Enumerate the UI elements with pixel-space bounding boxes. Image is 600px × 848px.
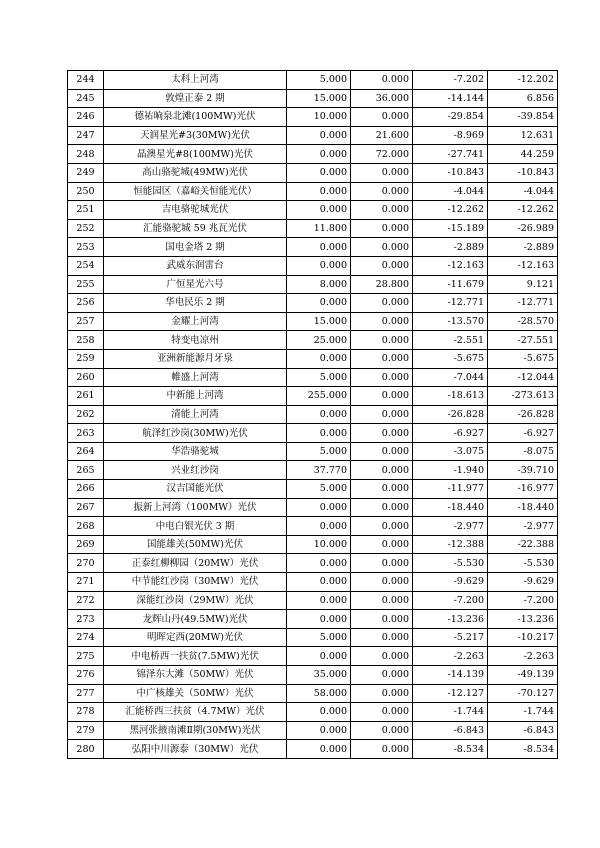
- row-number: 246: [68, 108, 104, 127]
- value-col-1: 0.000: [287, 573, 351, 592]
- row-number: 270: [68, 554, 104, 573]
- table-row: [68, 201, 558, 220]
- value-col-3: -27.741: [413, 145, 488, 164]
- row-number: 259: [68, 349, 104, 368]
- value-col-3: -1.940: [413, 461, 488, 480]
- value-col-4: -6.927: [488, 424, 558, 443]
- value-col-2: 72.000: [351, 145, 413, 164]
- value-col-2: 0.000: [351, 721, 413, 740]
- value-col-1: 0.000: [287, 405, 351, 424]
- value-col-1: 58.000: [287, 684, 351, 703]
- table-row: [68, 498, 558, 517]
- row-number: 264: [68, 442, 104, 461]
- value-col-1: 0.000: [287, 647, 351, 666]
- value-col-3: -29.854: [413, 108, 488, 127]
- station-name: 振新上河湾（100MW）光伏: [104, 498, 287, 517]
- station-name: 中广核雄关（50MW）光伏: [104, 684, 287, 703]
- row-number: 272: [68, 591, 104, 610]
- value-col-2: 0.000: [351, 498, 413, 517]
- value-col-1: 8.000: [287, 275, 351, 294]
- table-row: [68, 554, 558, 573]
- table-row: [68, 480, 558, 499]
- value-col-3: -3.075: [413, 442, 488, 461]
- table-row: [68, 387, 558, 406]
- row-number: 254: [68, 256, 104, 275]
- value-col-2: 0.000: [351, 647, 413, 666]
- table-row: [68, 610, 558, 629]
- table-row: [68, 71, 558, 90]
- value-col-1: 15.000: [287, 312, 351, 331]
- value-col-4: -2.889: [488, 238, 558, 257]
- value-col-4: -39.854: [488, 108, 558, 127]
- station-name: 汉吉国能光伏: [104, 480, 287, 499]
- value-col-3: -1.744: [413, 703, 488, 722]
- value-col-3: -7.044: [413, 368, 488, 387]
- value-col-1: 15.000: [287, 89, 351, 108]
- value-col-4: -4.044: [488, 182, 558, 201]
- value-col-1: 5.000: [287, 71, 351, 90]
- value-col-4: -16.977: [488, 480, 558, 499]
- value-col-3: -12.771: [413, 294, 488, 313]
- row-number: 258: [68, 331, 104, 350]
- row-number: 279: [68, 721, 104, 740]
- value-col-4: 12.631: [488, 126, 558, 145]
- value-col-2: 0.000: [351, 256, 413, 275]
- table-row: [68, 647, 558, 666]
- value-col-4: -26.989: [488, 219, 558, 238]
- value-col-2: 0.000: [351, 201, 413, 220]
- station-name: 国电金塔 2 期: [104, 238, 287, 257]
- station-name: 高山骆驼城(49MW)光伏: [104, 163, 287, 182]
- value-col-4: -8.534: [488, 740, 558, 759]
- value-col-1: 0.000: [287, 238, 351, 257]
- value-col-2: 0.000: [351, 71, 413, 90]
- row-number: 245: [68, 89, 104, 108]
- station-name: 航泽红沙岗(30MW)光伏: [104, 424, 287, 443]
- station-name: 锦泽东大滩（50MW）光伏: [104, 666, 287, 685]
- table-row: [68, 219, 558, 238]
- value-col-2: 0.000: [351, 368, 413, 387]
- table-body: [68, 71, 558, 759]
- value-col-4: -7.200: [488, 591, 558, 610]
- table-row: [68, 312, 558, 331]
- value-col-2: 0.000: [351, 387, 413, 406]
- value-col-3: -7.200: [413, 591, 488, 610]
- value-col-2: 0.000: [351, 591, 413, 610]
- station-name: 敦煌正泰 2 期: [104, 89, 287, 108]
- value-col-1: 0.000: [287, 703, 351, 722]
- station-data-table: [67, 70, 558, 759]
- value-col-3: -6.927: [413, 424, 488, 443]
- value-col-4: -10.217: [488, 628, 558, 647]
- table-row: [68, 145, 558, 164]
- value-col-4: -28.570: [488, 312, 558, 331]
- value-col-2: 0.000: [351, 684, 413, 703]
- value-col-3: -12.262: [413, 201, 488, 220]
- row-number: 276: [68, 666, 104, 685]
- value-col-1: 0.000: [287, 256, 351, 275]
- value-col-1: 11.800: [287, 219, 351, 238]
- station-name: 华浩骆驼城: [104, 442, 287, 461]
- value-col-3: -2.889: [413, 238, 488, 257]
- station-name: 广恒星光六号: [104, 275, 287, 294]
- station-name: 特变电凉州: [104, 331, 287, 350]
- value-col-3: -26.828: [413, 405, 488, 424]
- value-col-1: 10.000: [287, 108, 351, 127]
- value-col-1: 0.000: [287, 517, 351, 536]
- table-row: [68, 108, 558, 127]
- value-col-2: 0.000: [351, 628, 413, 647]
- row-number: 255: [68, 275, 104, 294]
- value-col-2: 0.000: [351, 312, 413, 331]
- value-col-3: -8.534: [413, 740, 488, 759]
- value-col-1: 255.000: [287, 387, 351, 406]
- value-col-1: 0.000: [287, 740, 351, 759]
- station-name: 深能红沙岗（29MW）光伏: [104, 591, 287, 610]
- row-number: 274: [68, 628, 104, 647]
- row-number: 263: [68, 424, 104, 443]
- value-col-2: 0.000: [351, 517, 413, 536]
- value-col-4: -12.771: [488, 294, 558, 313]
- table-row: [68, 461, 558, 480]
- value-col-4: -18.440: [488, 498, 558, 517]
- row-number: 266: [68, 480, 104, 499]
- value-col-3: -18.613: [413, 387, 488, 406]
- value-col-4: -9.629: [488, 573, 558, 592]
- station-name: 兴业红沙岗: [104, 461, 287, 480]
- value-col-4: -8.075: [488, 442, 558, 461]
- value-col-4: -22.388: [488, 535, 558, 554]
- value-col-4: 6.856: [488, 89, 558, 108]
- value-col-2: 0.000: [351, 182, 413, 201]
- value-col-2: 0.000: [351, 424, 413, 443]
- value-col-2: 0.000: [351, 703, 413, 722]
- value-col-2: 0.000: [351, 349, 413, 368]
- value-col-4: -5.675: [488, 349, 558, 368]
- row-number: 278: [68, 703, 104, 722]
- value-col-4: -70.127: [488, 684, 558, 703]
- value-col-4: -27.551: [488, 331, 558, 350]
- station-name: 清能上河湾: [104, 405, 287, 424]
- row-number: 280: [68, 740, 104, 759]
- table-row: [68, 256, 558, 275]
- row-number: 275: [68, 647, 104, 666]
- station-name: 明晖定西(20MW)光伏: [104, 628, 287, 647]
- table-row: [68, 126, 558, 145]
- value-col-2: 0.000: [351, 331, 413, 350]
- row-number: 267: [68, 498, 104, 517]
- value-col-1: 0.000: [287, 145, 351, 164]
- row-number: 277: [68, 684, 104, 703]
- value-col-1: 5.000: [287, 628, 351, 647]
- value-col-3: -18.440: [413, 498, 488, 517]
- table-row: [68, 666, 558, 685]
- value-col-1: 0.000: [287, 554, 351, 573]
- value-col-3: -8.969: [413, 126, 488, 145]
- row-number: 257: [68, 312, 104, 331]
- table-row: [68, 424, 558, 443]
- value-col-3: -2.263: [413, 647, 488, 666]
- station-name: 吉电骆驼城光伏: [104, 201, 287, 220]
- table-row: [68, 238, 558, 257]
- value-col-2: 0.000: [351, 405, 413, 424]
- value-col-3: -12.388: [413, 535, 488, 554]
- value-col-1: 35.000: [287, 666, 351, 685]
- row-number: 261: [68, 387, 104, 406]
- value-col-3: -11.679: [413, 275, 488, 294]
- row-number: 244: [68, 71, 104, 90]
- table-row: [68, 721, 558, 740]
- row-number: 249: [68, 163, 104, 182]
- table-row: [68, 740, 558, 759]
- value-col-4: -2.263: [488, 647, 558, 666]
- station-name: 弘阳中川源泰（30MW）光伏: [104, 740, 287, 759]
- value-col-2: 0.000: [351, 442, 413, 461]
- station-name: 亚洲新能源月牙泉: [104, 349, 287, 368]
- value-col-4: -12.262: [488, 201, 558, 220]
- row-number: 262: [68, 405, 104, 424]
- value-col-1: 5.000: [287, 442, 351, 461]
- value-col-2: 21.600: [351, 126, 413, 145]
- table-row: [68, 349, 558, 368]
- station-name: 中节能红沙岗（30MW）光伏: [104, 573, 287, 592]
- row-number: 269: [68, 535, 104, 554]
- row-number: 248: [68, 145, 104, 164]
- station-name: 恒能园区（嘉峪关恒能光伏）: [104, 182, 287, 201]
- value-col-3: -14.144: [413, 89, 488, 108]
- value-col-1: 10.000: [287, 535, 351, 554]
- value-col-4: -273.613: [488, 387, 558, 406]
- value-col-2: 0.000: [351, 666, 413, 685]
- row-number: 271: [68, 573, 104, 592]
- value-col-4: 44.259: [488, 145, 558, 164]
- value-col-2: 0.000: [351, 238, 413, 257]
- value-col-4: -10.843: [488, 163, 558, 182]
- station-name: 汇能桥西三扶贫（4.7MW）光伏: [104, 703, 287, 722]
- value-col-3: -4.044: [413, 182, 488, 201]
- value-col-3: -13.236: [413, 610, 488, 629]
- table-row: [68, 405, 558, 424]
- value-col-2: 36.000: [351, 89, 413, 108]
- value-col-4: -26.828: [488, 405, 558, 424]
- value-col-2: 0.000: [351, 163, 413, 182]
- station-name: 正泰红柳柳园（20MW）光伏: [104, 554, 287, 573]
- row-number: 251: [68, 201, 104, 220]
- value-col-3: -2.551: [413, 331, 488, 350]
- value-col-4: -12.163: [488, 256, 558, 275]
- table-row: [68, 368, 558, 387]
- value-col-2: 0.000: [351, 740, 413, 759]
- value-col-1: 0.000: [287, 163, 351, 182]
- value-col-2: 0.000: [351, 294, 413, 313]
- row-number: 256: [68, 294, 104, 313]
- value-col-3: -5.675: [413, 349, 488, 368]
- value-col-4: -12.044: [488, 368, 558, 387]
- table-row: [68, 275, 558, 294]
- row-number: 273: [68, 610, 104, 629]
- table-row: [68, 703, 558, 722]
- station-name: 晶澳星光#8(100MW)光伏: [104, 145, 287, 164]
- value-col-4: -5.530: [488, 554, 558, 573]
- station-name: 金耀上河湾: [104, 312, 287, 331]
- value-col-1: 37.770: [287, 461, 351, 480]
- row-number: 252: [68, 219, 104, 238]
- value-col-1: 0.000: [287, 498, 351, 517]
- value-col-1: 5.000: [287, 368, 351, 387]
- value-col-2: 0.000: [351, 535, 413, 554]
- value-col-4: -13.236: [488, 610, 558, 629]
- value-col-4: -39.710: [488, 461, 558, 480]
- value-col-3: -5.530: [413, 554, 488, 573]
- table-row: [68, 331, 558, 350]
- table-row: [68, 442, 558, 461]
- value-col-2: 0.000: [351, 573, 413, 592]
- station-name: 帷盛上河湾: [104, 368, 287, 387]
- value-col-2: 0.000: [351, 610, 413, 629]
- station-name: 龙辉山丹(49.5MW)光伏: [104, 610, 287, 629]
- value-col-3: -13.570: [413, 312, 488, 331]
- value-col-2: 0.000: [351, 480, 413, 499]
- table-row: [68, 182, 558, 201]
- value-col-3: -15.189: [413, 219, 488, 238]
- table-row: [68, 517, 558, 536]
- value-col-4: -2.977: [488, 517, 558, 536]
- value-col-1: 0.000: [287, 721, 351, 740]
- value-col-1: 0.000: [287, 610, 351, 629]
- value-col-2: 0.000: [351, 554, 413, 573]
- value-col-3: -14.139: [413, 666, 488, 685]
- station-name: 德祐晌泉北滩(100MW)光伏: [104, 108, 287, 127]
- station-name: 武威东润雷台: [104, 256, 287, 275]
- station-name: 中电白银光伏 3 期: [104, 517, 287, 536]
- value-col-3: -5.217: [413, 628, 488, 647]
- value-col-2: 28.800: [351, 275, 413, 294]
- value-col-3: -9.629: [413, 573, 488, 592]
- table-row: [68, 89, 558, 108]
- value-col-1: 0.000: [287, 182, 351, 201]
- station-name: 汇能骆驼城 59 兆瓦光伏: [104, 219, 287, 238]
- value-col-3: -7.202: [413, 71, 488, 90]
- value-col-4: -6.843: [488, 721, 558, 740]
- value-col-3: -2.977: [413, 517, 488, 536]
- station-name: 华电民乐 2 期: [104, 294, 287, 313]
- value-col-3: -10.843: [413, 163, 488, 182]
- table-row: [68, 535, 558, 554]
- station-name: 中电桥西一扶贫(7.5MW)光伏: [104, 647, 287, 666]
- station-name: 天润星光#3(30MW)光伏: [104, 126, 287, 145]
- table-row: [68, 294, 558, 313]
- value-col-4: 9.121: [488, 275, 558, 294]
- value-col-3: -11.977: [413, 480, 488, 499]
- value-col-4: -49.139: [488, 666, 558, 685]
- row-number: 247: [68, 126, 104, 145]
- value-col-3: -12.127: [413, 684, 488, 703]
- station-name: 太科上河湾: [104, 71, 287, 90]
- value-col-1: 0.000: [287, 201, 351, 220]
- value-col-1: 0.000: [287, 126, 351, 145]
- table-row: [68, 591, 558, 610]
- value-col-3: -12.163: [413, 256, 488, 275]
- value-col-1: 0.000: [287, 294, 351, 313]
- value-col-4: -1.744: [488, 703, 558, 722]
- row-number: 268: [68, 517, 104, 536]
- value-col-2: 0.000: [351, 219, 413, 238]
- value-col-3: -6.843: [413, 721, 488, 740]
- row-number: 260: [68, 368, 104, 387]
- value-col-1: 25.000: [287, 331, 351, 350]
- row-number: 265: [68, 461, 104, 480]
- value-col-1: 0.000: [287, 349, 351, 368]
- row-number: 250: [68, 182, 104, 201]
- value-col-2: 0.000: [351, 461, 413, 480]
- table-row: [68, 163, 558, 182]
- value-col-1: 5.000: [287, 480, 351, 499]
- station-name: 国能雄关(50MW)光伏: [104, 535, 287, 554]
- table-row: [68, 628, 558, 647]
- value-col-2: 0.000: [351, 108, 413, 127]
- value-col-1: 0.000: [287, 424, 351, 443]
- value-col-4: -12.202: [488, 71, 558, 90]
- table-row: [68, 573, 558, 592]
- row-number: 253: [68, 238, 104, 257]
- table-row: [68, 684, 558, 703]
- station-name: 黑河张掖南滩Ⅱ期(30MW)光伏: [104, 721, 287, 740]
- value-col-1: 0.000: [287, 591, 351, 610]
- station-name: 中新能上河湾: [104, 387, 287, 406]
